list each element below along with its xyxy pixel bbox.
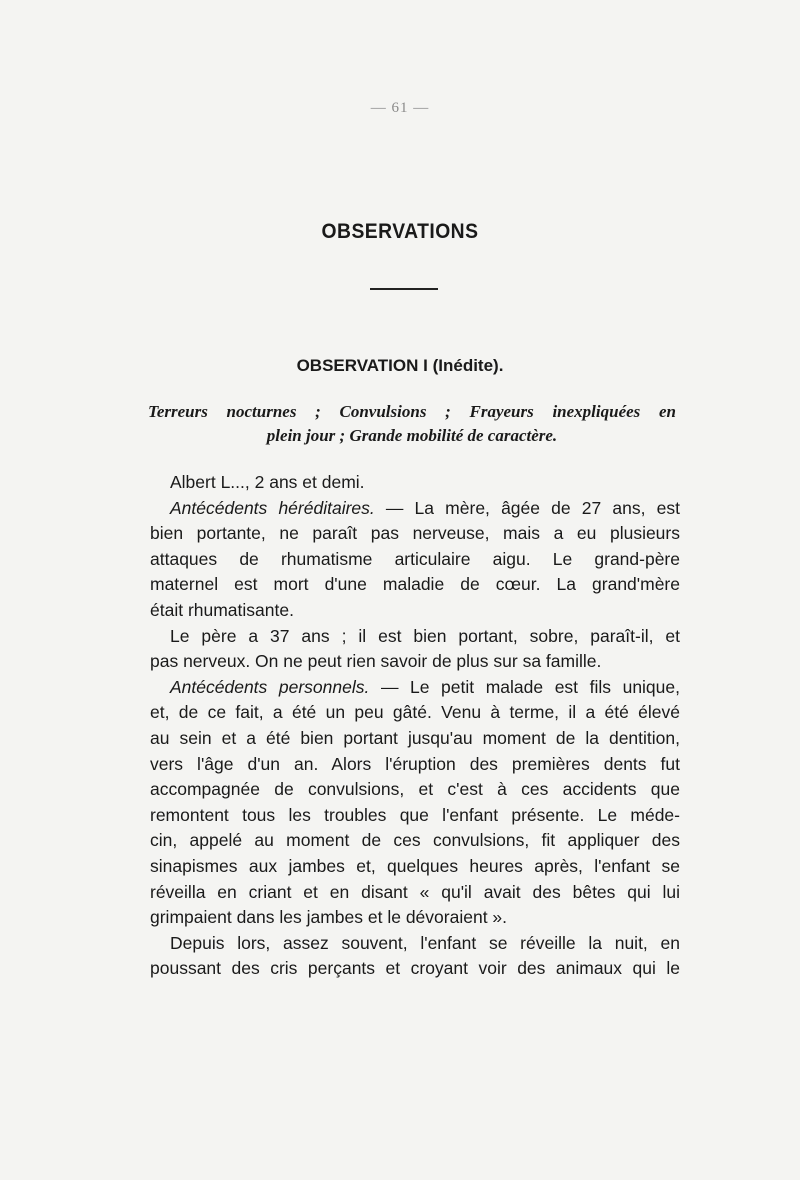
text-line: vers l'âge d'un an. Alors l'éruption des premières dents fut [150, 753, 680, 774]
title-divider [370, 288, 438, 290]
text-line: attaques de rhumatisme articulaire aigu. Le grand-père [150, 548, 680, 569]
paragraph: Depuis lors, assez souvent, l'enfant se réveille la nuit, en [170, 932, 680, 953]
observation-number: OBSERVATION I [296, 356, 428, 375]
paragraph-label: Antécédents héréditaires. [170, 497, 375, 518]
paragraph: Antécédents personnels. — Le petit malade est fils unique, [170, 676, 680, 697]
observation-subtitle [148, 400, 676, 448]
text-line: poussant des cris perçants et croyant voir des animaux qui le [150, 958, 680, 979]
page-number: — 61 — [370, 100, 430, 116]
text-line: au sein et a été bien portant jusqu'au moment de la dentition, [150, 727, 680, 748]
text-line: grimpaient dans les jambes et le dévoraient ». [150, 907, 508, 928]
text-line: accompagnée de convulsions, et c'est à ces accidents que [150, 779, 680, 800]
text-line: bien portante, ne paraît pas nerveuse, mais a eu plusieurs [150, 523, 680, 544]
section-title: OBSERVATIONS [321, 220, 479, 243]
subtitle-line: plein jour ; Grande mobilité de caractère. [266, 426, 558, 445]
text-line: sinapismes aux jambes et, quelques heures après, l'enfant se [150, 855, 680, 876]
text-line: était rhumatisante. [150, 599, 294, 620]
paragraph: Albert L..., 2 ans et demi. [170, 472, 365, 492]
text-line: cin, appelé au moment de ces convulsions, fit appliquer des [150, 830, 680, 851]
subtitle-line: Terreurs nocturnes ; Convulsions ; Frayeurs inexpliquées en [148, 402, 676, 421]
body-text [150, 470, 680, 982]
paragraph: Antécédents héréditaires. — La mère, âgée de 27 ans, est [170, 497, 680, 518]
text-line: réveilla en criant et en disant « qu'il avait des bêtes qui lui [150, 881, 680, 902]
observation-tag: (Inédite). [432, 356, 504, 375]
text-line: pas nerveux. On ne peut rien savoir de plus sur sa famille. [150, 651, 602, 672]
text-line: maternel est mort d'une maladie de cœur. La grand'mère [150, 574, 680, 595]
text-line: et, de ce fait, a été un peu gâté. Venu à terme, il a été élevé [150, 702, 680, 723]
observation-heading [0, 356, 800, 376]
paragraph-label: Antécédents personnels. [170, 676, 370, 697]
paragraph: Le père a 37 ans ; il est bien portant, sobre, paraît-il, et [170, 625, 680, 646]
text-line: remontent tous les troubles que l'enfant présente. Le méde- [150, 804, 680, 825]
